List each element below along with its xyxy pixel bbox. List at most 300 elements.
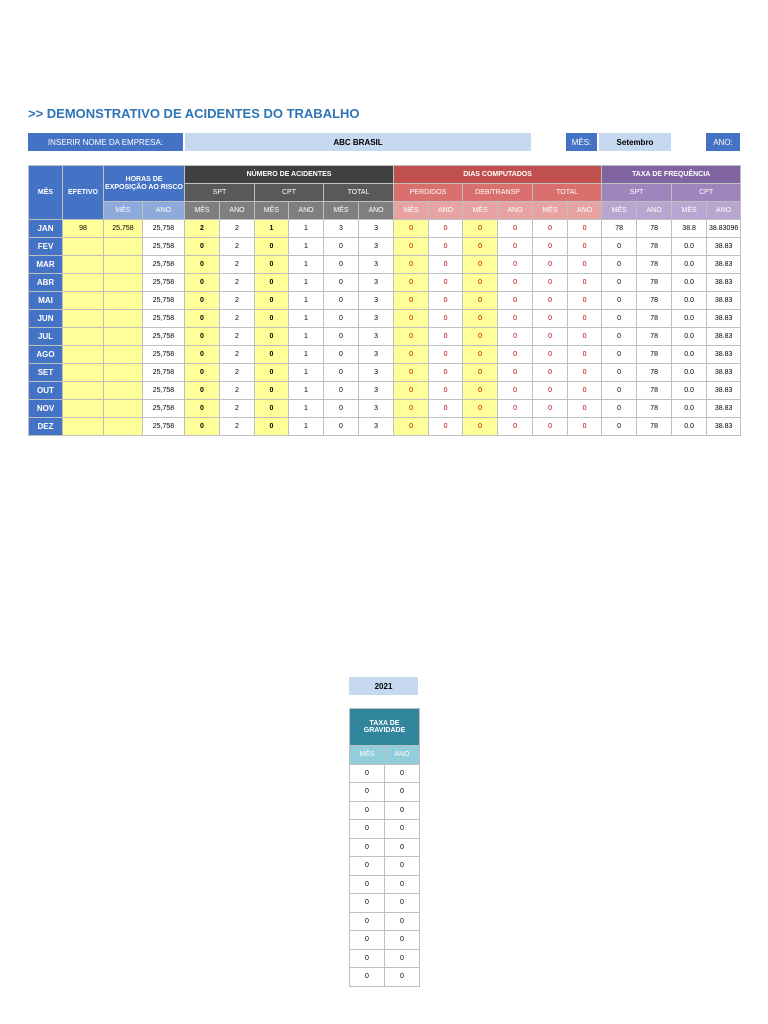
header-deb-transp: DEB/TRANSP [463, 184, 533, 202]
gravity-table [349, 708, 420, 987]
efetivo-cell[interactable] [63, 364, 104, 382]
value-cell: 0 [324, 328, 359, 346]
value-cell: 0 [568, 238, 602, 256]
horas-mes-cell[interactable] [104, 418, 143, 436]
value-cell[interactable]: 0 [394, 418, 429, 436]
horas-ano-cell: 25,758 [143, 256, 185, 274]
value-cell: 0 [602, 382, 637, 400]
grav-mes-cell: 0 [350, 931, 385, 950]
value-cell[interactable]: 0 [463, 310, 498, 328]
value-cell: 0 [602, 292, 637, 310]
value-cell: 0 [498, 292, 533, 310]
value-cell[interactable]: 0 [185, 292, 220, 310]
value-cell: 78 [637, 346, 672, 364]
value-cell: 2 [220, 220, 255, 238]
value-cell[interactable]: 0 [255, 418, 289, 436]
value-cell[interactable]: 0 [394, 274, 429, 292]
value-cell: 0.0 [672, 418, 707, 436]
value-cell: 2 [220, 418, 255, 436]
header-efetivo: EFETIVO [63, 166, 104, 220]
value-cell: 0 [568, 328, 602, 346]
table-row [350, 968, 420, 987]
value-cell[interactable]: 0 [463, 400, 498, 418]
month-cell: MAR [29, 256, 63, 274]
value-cell: 0.0 [672, 310, 707, 328]
value-cell: 0.0 [672, 292, 707, 310]
value-cell[interactable]: 0 [185, 400, 220, 418]
value-cell: 78 [637, 238, 672, 256]
header-grav-ano: ANO [385, 746, 420, 765]
value-cell: 0 [429, 382, 463, 400]
table-row [29, 292, 741, 310]
value-cell: 0 [324, 418, 359, 436]
subheader-ano: ANO [637, 202, 672, 220]
value-cell: 0 [533, 292, 568, 310]
month-label: MÊS: [566, 133, 597, 151]
value-cell: 0 [568, 346, 602, 364]
value-cell: 78 [637, 328, 672, 346]
value-cell[interactable]: 0 [463, 238, 498, 256]
value-cell: 3 [324, 220, 359, 238]
value-cell: 0 [429, 364, 463, 382]
value-cell: 0.0 [672, 400, 707, 418]
value-cell: 0.0 [672, 346, 707, 364]
value-cell: 2 [220, 346, 255, 364]
value-cell: 1 [289, 382, 324, 400]
subheader-mes: MÊS [104, 202, 143, 220]
month-cell: AGO [29, 346, 63, 364]
table-row [29, 346, 741, 364]
horas-ano-cell: 25,758 [143, 274, 185, 292]
value-cell: 2 [220, 256, 255, 274]
value-cell: 0 [429, 328, 463, 346]
header-mes: MÊS [29, 166, 63, 220]
month-cell: NOV [29, 400, 63, 418]
value-cell: 38.83 [707, 310, 741, 328]
efetivo-cell[interactable] [63, 292, 104, 310]
value-cell: 38.8 [672, 220, 707, 238]
value-cell: 0 [498, 400, 533, 418]
subheader-ano: ANO [498, 202, 533, 220]
value-cell: 0 [429, 274, 463, 292]
table-row [29, 382, 741, 400]
value-cell: 0 [498, 382, 533, 400]
grav-mes-cell: 0 [350, 968, 385, 987]
value-cell[interactable]: 0 [463, 256, 498, 274]
value-cell: 0 [498, 364, 533, 382]
value-cell: 38.83 [707, 292, 741, 310]
table-row [350, 783, 420, 802]
value-cell: 0 [498, 346, 533, 364]
grav-ano-cell: 0 [385, 764, 420, 783]
efetivo-cell[interactable] [63, 256, 104, 274]
value-cell: 0.0 [672, 256, 707, 274]
horas-mes-cell[interactable] [104, 256, 143, 274]
table-row [29, 364, 741, 382]
value-cell: 0 [602, 328, 637, 346]
horas-mes-cell[interactable]: 25,758 [104, 220, 143, 238]
horas-mes-cell[interactable] [104, 274, 143, 292]
value-cell: 38.83 [707, 400, 741, 418]
value-cell: 0.0 [672, 382, 707, 400]
value-cell: 3 [359, 400, 394, 418]
month-cell: JAN [29, 220, 63, 238]
horas-mes-cell[interactable] [104, 364, 143, 382]
subheader-mes: MÊS [324, 202, 359, 220]
value-cell: 38.83096 [707, 220, 741, 238]
value-cell: 78 [637, 220, 672, 238]
value-cell: 0 [498, 256, 533, 274]
value-cell[interactable]: 0 [255, 364, 289, 382]
value-cell: 0 [324, 238, 359, 256]
header-total-dias: TOTAL [533, 184, 602, 202]
table-row [350, 894, 420, 913]
value-cell[interactable]: 0 [255, 256, 289, 274]
value-cell: 38.83 [707, 364, 741, 382]
value-cell: 0 [533, 346, 568, 364]
grav-ano-cell: 0 [385, 875, 420, 894]
header-taxa-frequencia: TAXA DE FREQUÊNCIA [602, 166, 741, 184]
table-row [350, 857, 420, 876]
efetivo-cell[interactable]: 98 [63, 220, 104, 238]
value-cell: 3 [359, 346, 394, 364]
value-cell: 0 [429, 400, 463, 418]
value-cell: 0 [429, 238, 463, 256]
company-name-field[interactable]: ABC BRASIL [185, 133, 531, 151]
horas-mes-cell[interactable] [104, 382, 143, 400]
value-cell: 2 [220, 274, 255, 292]
value-cell: 3 [359, 310, 394, 328]
value-cell[interactable]: 0 [394, 346, 429, 364]
value-cell: 1 [289, 310, 324, 328]
table-row [29, 400, 741, 418]
horas-mes-cell[interactable] [104, 238, 143, 256]
value-cell: 78 [637, 274, 672, 292]
value-cell[interactable]: 0 [394, 364, 429, 382]
value-cell: 3 [359, 328, 394, 346]
value-cell: 78 [637, 256, 672, 274]
horas-ano-cell: 25,758 [143, 328, 185, 346]
horas-ano-cell: 25,758 [143, 292, 185, 310]
header-num-acidentes: NÚMERO DE ACIDENTES [185, 166, 394, 184]
table-row [29, 238, 741, 256]
value-cell: 0 [602, 418, 637, 436]
value-cell[interactable]: 0 [255, 382, 289, 400]
value-cell: 1 [289, 364, 324, 382]
accidents-table [28, 165, 741, 436]
value-cell[interactable]: 0 [255, 238, 289, 256]
value-cell[interactable]: 0 [255, 310, 289, 328]
header-spt-freq: SPT [602, 184, 672, 202]
value-cell[interactable]: 0 [463, 274, 498, 292]
header-horas: HORAS DE EXPOSIÇÃO AO RISCO [104, 166, 185, 202]
value-cell[interactable]: 0 [463, 328, 498, 346]
value-cell: 0 [533, 418, 568, 436]
value-cell[interactable]: 0 [463, 382, 498, 400]
value-cell: 0.0 [672, 274, 707, 292]
value-cell[interactable]: 0 [255, 274, 289, 292]
horas-ano-cell: 25,758 [143, 400, 185, 418]
header-total: TOTAL [324, 184, 394, 202]
year-value: 2021 [349, 677, 418, 695]
value-cell[interactable]: 0 [255, 328, 289, 346]
horas-ano-cell: 25,758 [143, 220, 185, 238]
grav-mes-cell: 0 [350, 801, 385, 820]
grav-ano-cell: 0 [385, 838, 420, 857]
grav-mes-cell: 0 [350, 857, 385, 876]
value-cell: 2 [220, 292, 255, 310]
value-cell: 0 [602, 400, 637, 418]
value-cell: 0 [324, 346, 359, 364]
month-cell: MAI [29, 292, 63, 310]
value-cell: 0 [498, 238, 533, 256]
value-cell: 78 [637, 310, 672, 328]
efetivo-cell[interactable] [63, 382, 104, 400]
header-cpt: CPT [255, 184, 324, 202]
value-cell: 0 [533, 274, 568, 292]
value-cell: 0 [533, 328, 568, 346]
value-cell: 1 [289, 418, 324, 436]
subheader-mes: MÊS [533, 202, 568, 220]
value-cell[interactable]: 0 [185, 418, 220, 436]
value-cell: 2 [220, 238, 255, 256]
value-cell[interactable]: 0 [394, 400, 429, 418]
value-cell: 0 [429, 418, 463, 436]
value-cell: 1 [289, 274, 324, 292]
subheader-ano: ANO [568, 202, 602, 220]
value-cell: 38.83 [707, 238, 741, 256]
value-cell: 3 [359, 292, 394, 310]
value-cell: 2 [220, 328, 255, 346]
value-cell: 78 [637, 382, 672, 400]
value-cell: 0 [324, 382, 359, 400]
table-row [29, 256, 741, 274]
value-cell[interactable]: 0 [185, 256, 220, 274]
table-row [350, 838, 420, 857]
efetivo-cell[interactable] [63, 400, 104, 418]
value-cell: 0 [568, 310, 602, 328]
table-row [29, 310, 741, 328]
value-cell: 0 [498, 328, 533, 346]
value-cell: 0 [533, 220, 568, 238]
value-cell: 0 [324, 256, 359, 274]
value-cell: 2 [220, 382, 255, 400]
value-cell: 78 [637, 364, 672, 382]
horas-mes-cell[interactable] [104, 400, 143, 418]
horas-ano-cell: 25,758 [143, 346, 185, 364]
value-cell: 0 [568, 292, 602, 310]
value-cell: 0 [568, 400, 602, 418]
value-cell: 0 [429, 256, 463, 274]
value-cell: 0 [568, 364, 602, 382]
header-taxa-gravidade: TAXA DE GRAVIDADE [350, 709, 420, 746]
table-row [29, 418, 741, 436]
value-cell: 0.0 [672, 328, 707, 346]
efetivo-cell[interactable] [63, 418, 104, 436]
value-cell: 38.83 [707, 418, 741, 436]
subheader-mes: MÊS [185, 202, 220, 220]
value-cell: 0 [324, 364, 359, 382]
value-cell: 3 [359, 256, 394, 274]
value-cell[interactable]: 0 [185, 382, 220, 400]
subheader-ano: ANO [707, 202, 741, 220]
header-perdidos: PERDIDOS [394, 184, 463, 202]
grav-mes-cell: 0 [350, 838, 385, 857]
value-cell[interactable]: 0 [185, 328, 220, 346]
value-cell[interactable]: 0 [394, 220, 429, 238]
value-cell: 0 [429, 310, 463, 328]
value-cell[interactable]: 0 [255, 292, 289, 310]
value-cell: 78 [637, 292, 672, 310]
value-cell: 0 [429, 346, 463, 364]
value-cell: 0 [533, 364, 568, 382]
value-cell[interactable]: 0 [463, 346, 498, 364]
efetivo-cell[interactable] [63, 274, 104, 292]
header-spt: SPT [185, 184, 255, 202]
efetivo-cell[interactable] [63, 328, 104, 346]
value-cell[interactable]: 0 [394, 238, 429, 256]
subheader-mes: MÊS [463, 202, 498, 220]
value-cell[interactable]: 0 [463, 418, 498, 436]
value-cell: 0 [498, 310, 533, 328]
value-cell[interactable]: 0 [185, 346, 220, 364]
value-cell: 2 [220, 364, 255, 382]
month-cell: ABR [29, 274, 63, 292]
grav-ano-cell: 0 [385, 949, 420, 968]
value-cell[interactable]: 0 [185, 238, 220, 256]
table-row [350, 912, 420, 931]
grav-ano-cell: 0 [385, 857, 420, 876]
value-cell[interactable]: 0 [185, 310, 220, 328]
value-cell: 0 [602, 364, 637, 382]
subheader-mes: MÊS [255, 202, 289, 220]
value-cell: 0 [533, 382, 568, 400]
grav-ano-cell: 0 [385, 783, 420, 802]
value-cell[interactable]: 0 [394, 292, 429, 310]
value-cell[interactable]: 0 [463, 364, 498, 382]
horas-mes-cell[interactable] [104, 310, 143, 328]
grav-ano-cell: 0 [385, 931, 420, 950]
value-cell: 1 [289, 256, 324, 274]
horas-ano-cell: 25,758 [143, 238, 185, 256]
value-cell: 2 [220, 310, 255, 328]
value-cell: 0 [324, 310, 359, 328]
value-cell: 0 [429, 220, 463, 238]
horas-ano-cell: 25,758 [143, 418, 185, 436]
value-cell: 1 [289, 292, 324, 310]
value-cell: 38.83 [707, 382, 741, 400]
value-cell: 38.83 [707, 256, 741, 274]
month-cell: JUL [29, 328, 63, 346]
value-cell: 78 [602, 220, 637, 238]
value-cell: 0.0 [672, 238, 707, 256]
value-cell[interactable]: 0 [394, 256, 429, 274]
grav-mes-cell: 0 [350, 949, 385, 968]
value-cell[interactable]: 0 [463, 220, 498, 238]
value-cell[interactable]: 0 [185, 274, 220, 292]
value-cell[interactable]: 0 [394, 382, 429, 400]
value-cell[interactable]: 0 [185, 364, 220, 382]
value-cell: 0 [429, 292, 463, 310]
table-row [29, 328, 741, 346]
value-cell: 1 [289, 328, 324, 346]
horas-mes-cell[interactable] [104, 346, 143, 364]
value-cell: 0 [533, 238, 568, 256]
value-cell: 0 [498, 220, 533, 238]
grav-ano-cell: 0 [385, 894, 420, 913]
value-cell[interactable]: 2 [185, 220, 220, 238]
month-cell: DEZ [29, 418, 63, 436]
value-cell: 3 [359, 238, 394, 256]
value-cell[interactable]: 0 [255, 400, 289, 418]
value-cell: 0 [498, 418, 533, 436]
value-cell: 0 [568, 418, 602, 436]
value-cell: 1 [289, 220, 324, 238]
value-cell[interactable]: 0 [394, 310, 429, 328]
value-cell: 0 [602, 238, 637, 256]
grav-mes-cell: 0 [350, 764, 385, 783]
table-row [29, 274, 741, 292]
value-cell: 78 [637, 418, 672, 436]
value-cell: 78 [637, 400, 672, 418]
value-cell: 0 [602, 274, 637, 292]
value-cell[interactable]: 0 [394, 328, 429, 346]
value-cell[interactable]: 0 [255, 346, 289, 364]
subheader-ano: ANO [143, 202, 185, 220]
header-dias-computados: DIAS COMPUTADOS [394, 166, 602, 184]
value-cell: 3 [359, 382, 394, 400]
efetivo-cell[interactable] [63, 346, 104, 364]
table-row [29, 220, 741, 238]
subheader-mes: MÊS [394, 202, 429, 220]
value-cell: 38.83 [707, 328, 741, 346]
subheader-mes: MÊS [672, 202, 707, 220]
value-cell: 0.0 [672, 364, 707, 382]
value-cell: 0 [568, 382, 602, 400]
grav-ano-cell: 0 [385, 801, 420, 820]
value-cell: 0 [602, 256, 637, 274]
value-cell: 38.83 [707, 346, 741, 364]
value-cell: 0 [568, 256, 602, 274]
efetivo-cell[interactable] [63, 238, 104, 256]
grav-mes-cell: 0 [350, 783, 385, 802]
month-cell: SET [29, 364, 63, 382]
value-cell[interactable]: 0 [463, 292, 498, 310]
grav-ano-cell: 0 [385, 968, 420, 987]
grav-mes-cell: 0 [350, 894, 385, 913]
grav-mes-cell: 0 [350, 875, 385, 894]
value-cell[interactable]: 1 [255, 220, 289, 238]
month-cell: OUT [29, 382, 63, 400]
value-cell: 0 [533, 256, 568, 274]
horas-ano-cell: 25,758 [143, 364, 185, 382]
efetivo-cell[interactable] [63, 310, 104, 328]
table-row [350, 820, 420, 839]
value-cell: 0 [324, 400, 359, 418]
value-cell: 0 [324, 292, 359, 310]
value-cell: 38.83 [707, 274, 741, 292]
value-cell: 0 [324, 274, 359, 292]
subheader-ano: ANO [220, 202, 255, 220]
month-field[interactable]: Setembro [599, 133, 671, 151]
horas-mes-cell[interactable] [104, 328, 143, 346]
value-cell: 0 [602, 310, 637, 328]
value-cell: 0 [533, 400, 568, 418]
value-cell: 2 [220, 400, 255, 418]
value-cell: 1 [289, 238, 324, 256]
grav-mes-cell: 0 [350, 912, 385, 931]
horas-mes-cell[interactable] [104, 292, 143, 310]
